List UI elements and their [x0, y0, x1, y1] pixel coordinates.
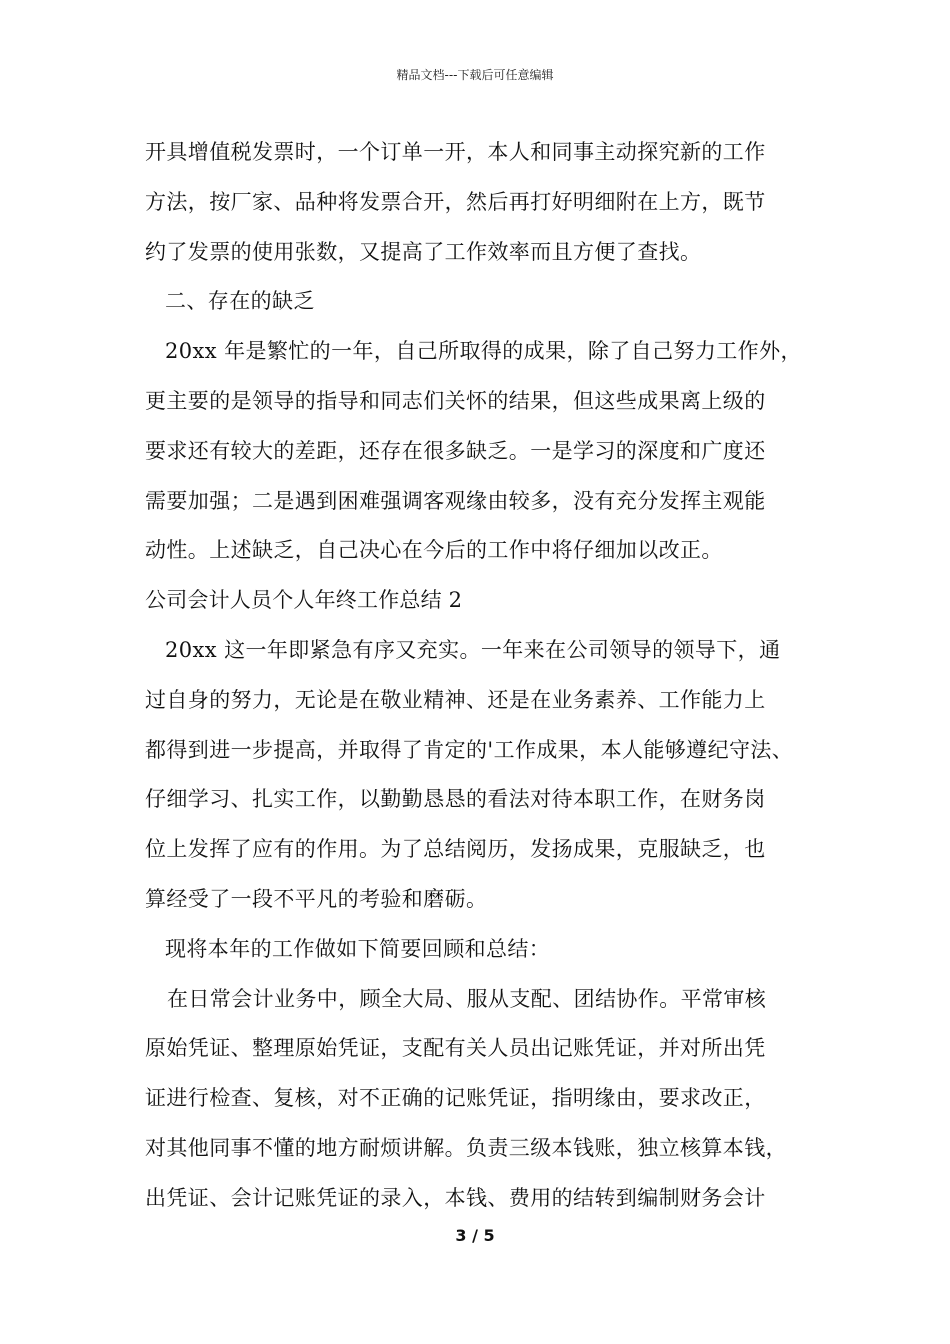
paragraph-line: 算经受了一段不平凡的考验和磨砺。 [145, 886, 488, 911]
paragraph-line: 在日常会计业务中，顾全大局、服从支配、团结协作。平常审核 [167, 986, 767, 1011]
paragraph-line: 出凭证、会计记账凭证的录入，本钱、费用的结转到编制财务会计 [145, 1185, 766, 1210]
page-header: 精品文档---下载后可任意编辑 [396, 68, 554, 82]
paragraph-line: 对其他同事不懂的地方耐烦讲解。负责三级本钱账，独立核算本钱， [145, 1135, 787, 1160]
paragraph-line: 原始凭证、整理原始凭证，支配有关人员出记账凭证，并对所出凭 [145, 1036, 766, 1061]
paragraph-line: 方法，按厂家、品种将发票合开，然后再打好明细附在上方，既节 [145, 189, 766, 214]
paragraph-line: 位上发挥了应有的作用。为了总结阅历，发扬成果，克服缺乏，也 [145, 837, 766, 862]
paragraph-line: 20xx 年是繁忙的一年，自己所取得的成果，除了自己努力工作外， [165, 339, 802, 364]
paragraph-line: 过自身的努力，无论是在敬业精神、还是在业务素养、工作能力上 [145, 687, 766, 712]
paragraph-line: 20xx 这一年即紧急有序又充实。一年来在公司领导的领导下，通 [165, 637, 781, 662]
document-title: 公司会计人员个人年终工作总结 2 [145, 588, 463, 613]
paragraph-line: 约了发票的使用张数，又提高了工作效率而且方便了查找。 [145, 239, 702, 264]
section-heading: 二、存在的缺乏 [165, 289, 315, 314]
paragraph-line: 开具增值税发票时，一个订单一开，本人和同事主动探究新的工作 [145, 140, 766, 164]
paragraph-line: 现将本年的工作做如下简要回顾和总结： [165, 936, 551, 961]
paragraph-line: 动性。上述缺乏，自己决心在今后的工作中将仔细加以改正。 [145, 538, 723, 563]
paragraph-line: 仔细学习、扎实工作，以勤勤恳恳的看法对待本职工作，在财务岗 [145, 787, 766, 812]
paragraph-line: 都得到进一步提高，并取得了肯定的'工作成果，本人能够遵纪守法、 [145, 737, 794, 762]
paragraph-line: 要求还有较大的差距，还存在很多缺乏。一是学习的深度和广度还 [145, 438, 766, 463]
document-body [145, 128, 825, 1224]
paragraph-line: 证进行检查、复核，对不正确的记账凭证，指明缘由，要求改正， [145, 1086, 766, 1111]
paragraph-line: 更主要的是领导的指导和同志们关怀的结果，但这些成果离上级的 [145, 388, 766, 413]
paragraph-line: 需要加强；二是遇到困难强调客观缘由较多，没有充分发挥主观能 [145, 488, 766, 513]
page-number: 3 / 5 [455, 1226, 495, 1245]
